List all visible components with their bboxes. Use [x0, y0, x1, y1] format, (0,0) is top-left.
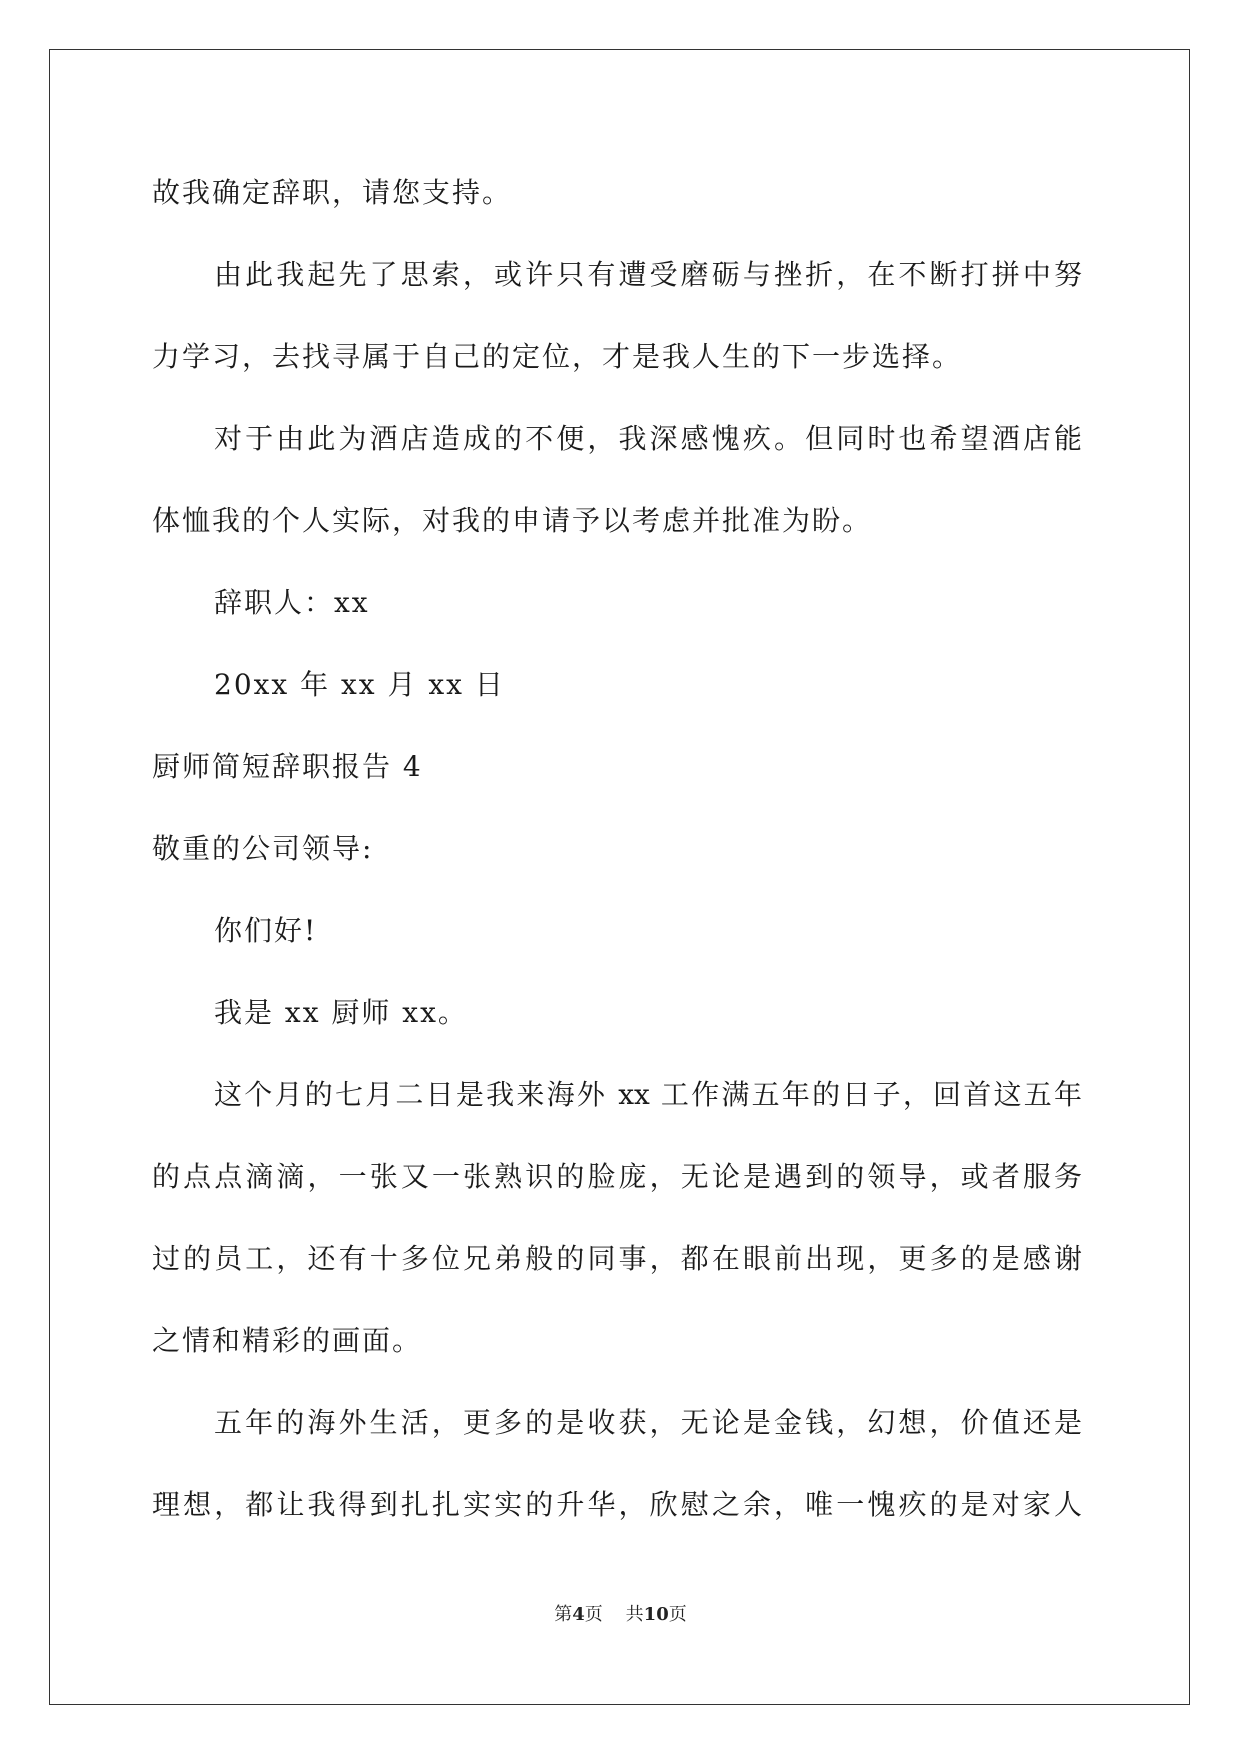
date-line: 20xx 年 xx 月 xx 日 — [214, 668, 505, 701]
current-page-number: 4 — [572, 1604, 585, 1625]
text-line: 由此我起先了思索，或许只有遭受磨砺与挫折，在不断打拼中努 — [214, 258, 1082, 291]
page-border — [49, 49, 1190, 1705]
footer-suffix: 页 — [668, 1604, 687, 1625]
text-line: 五年的海外生活，更多的是收获，无论是金钱，幻想，价值还是 — [214, 1406, 1082, 1439]
footer-prefix: 第 — [554, 1604, 573, 1625]
text-line: 之情和精彩的画面。 — [152, 1324, 423, 1357]
signature-line: 辞职人：xx — [214, 586, 370, 619]
text-line: 这个月的七月二日是我来海外 xx 工作满五年的日子，回首这五年 — [214, 1078, 1082, 1111]
total-page-number: 10 — [643, 1604, 669, 1625]
greeting: 你们好! — [214, 914, 318, 947]
text-line: 的点点滴滴，一张又一张熟识的脸庞，无论是遇到的领导，或者服务 — [152, 1160, 1082, 1193]
text-line: 体恤我的个人实际，对我的申请予以考虑并批准为盼。 — [152, 504, 873, 537]
text-line: 力学习，去找寻属于自己的定位，才是我人生的下一步选择。 — [152, 340, 963, 373]
text-line: 过的员工，还有十多位兄弟般的同事，都在眼前出现，更多的是感谢 — [152, 1242, 1082, 1275]
salutation: 敬重的公司领导: — [152, 832, 374, 865]
text-line: 对于由此为酒店造成的不便，我深感愧疚。但同时也希望酒店能 — [214, 422, 1082, 455]
text-line: 故我确定辞职，请您支持。 — [152, 176, 513, 209]
section-title: 厨师简短辞职报告 4 — [152, 750, 423, 783]
text-line: 我是 xx 厨师 xx。 — [214, 996, 468, 1029]
text-line: 理想，都让我得到扎扎实实的升华，欣慰之余，唯一愧疚的是对家人 — [152, 1488, 1082, 1521]
footer-middle: 页 共 — [584, 1604, 644, 1625]
page-footer — [0, 1602, 1241, 1628]
